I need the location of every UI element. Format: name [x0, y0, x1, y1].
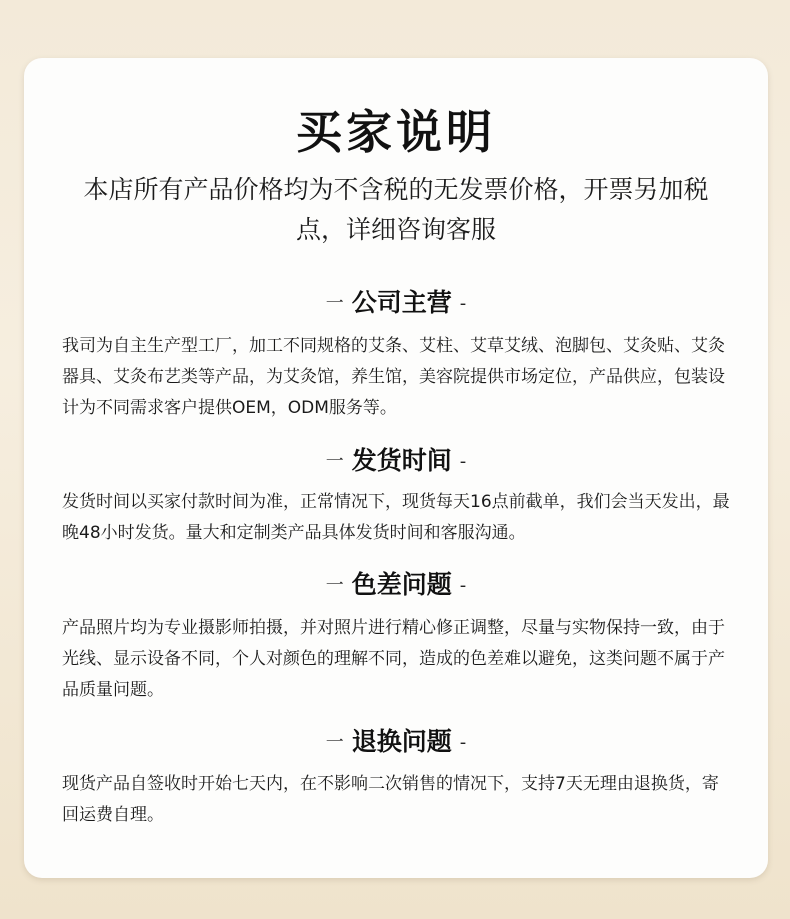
section-heading-shipping [24, 444, 768, 479]
section-heading-color [24, 568, 768, 603]
section-heading-company [24, 286, 768, 321]
heading-dash-right: - [459, 575, 467, 596]
section-title: 发货时间 [351, 446, 452, 475]
section-title: 色差问题 [351, 570, 452, 599]
info-card [24, 58, 768, 878]
heading-dash-left: 一 [325, 451, 344, 472]
section-body-returns: 现货产品自签收时开始七天内，在不影响二次销售的情况下，支持7天无理由退换货，寄回运费自理。 [62, 774, 719, 825]
section-title: 退换问题 [351, 727, 452, 756]
section-body-color: 产品照片均为专业摄影师拍摄，并对照片进行精心修正调整，尽量与实物保持一致，由于光线、显示设备不同，个人对颜色的理解不同，造成的色差难以避免，这类问题不属于产品质量问题。 [62, 618, 725, 700]
heading-dash-left: 一 [325, 293, 344, 314]
section-title: 公司主营 [351, 288, 452, 317]
heading-dash-right: - [459, 293, 467, 314]
intro-text: 本店所有产品价格均为不含税的无发票价格，开票另加税点，详细咨询客服 [83, 175, 709, 244]
heading-dash-left: 一 [325, 575, 344, 596]
section-heading-returns [24, 725, 768, 760]
heading-dash-left: 一 [325, 732, 344, 753]
page-title: 买家说明 [296, 105, 496, 159]
heading-dash-right: - [459, 451, 467, 472]
heading-dash-right: - [459, 732, 467, 753]
section-body-company: 我司为自主生产型工厂，加工不同规格的艾条、艾柱、艾草艾绒、泡脚包、艾灸贴、艾灸器具、艾灸布艺类等产品，为艾灸馆，养生馆，美容院提供市场定位，产品供应，包装设计为不同需求客户提供OEM，ODM服务等。 [62, 336, 725, 418]
section-body-shipping: 发货时间以买家付款时间为准，正常情况下，现货每天16点前截单，我们会当天发出，最晚48小时发货。量大和定制类产品具体发货时间和客服沟通。 [62, 492, 730, 543]
